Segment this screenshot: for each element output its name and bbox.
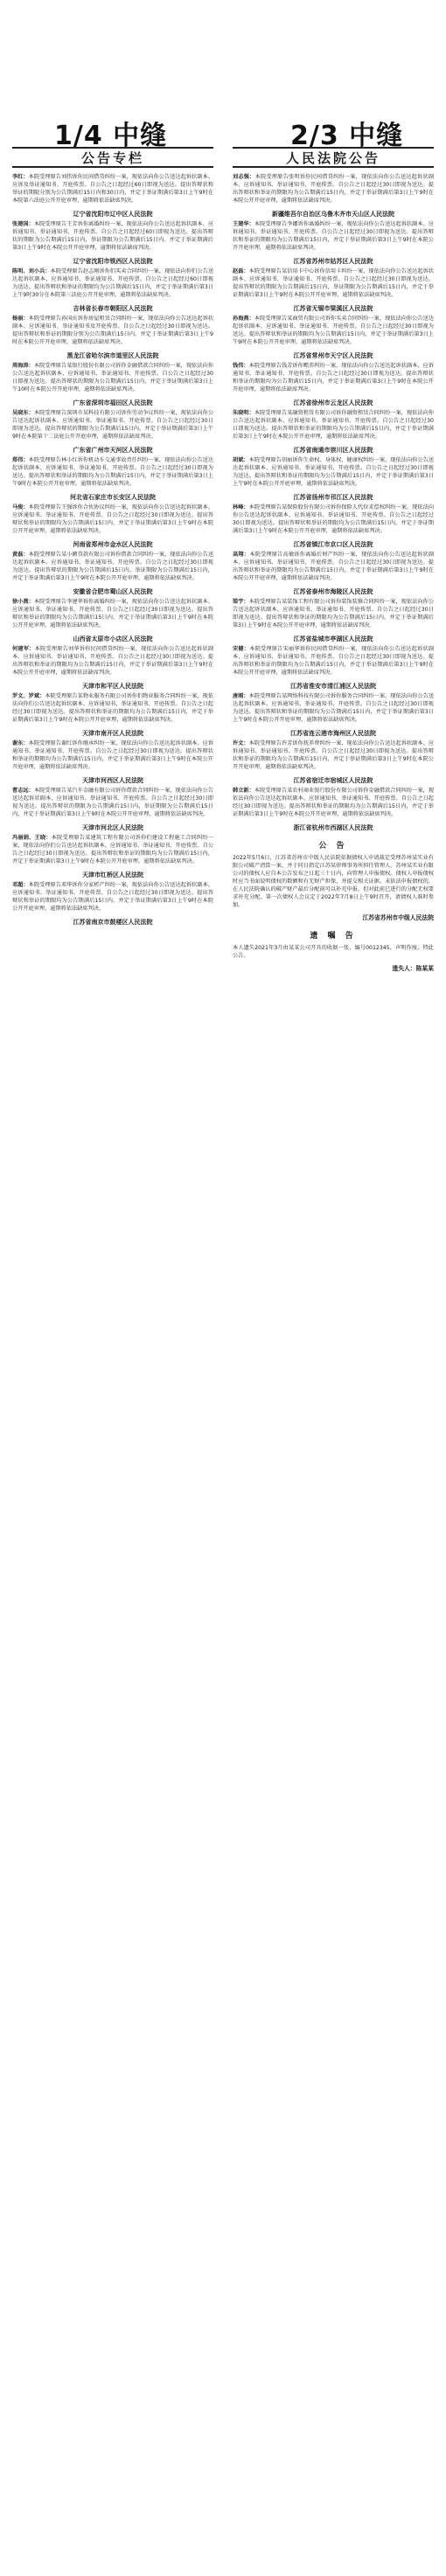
notice-party: 梁宇：: [233, 599, 249, 605]
notice-item: [12, 362, 213, 393]
notice-text: 本院受理原告某小额贷款有限公司诉你借款合同纠纷一案，现依法向你公告送达起诉状副本、应诉通知书、举证通知书、开庭传票。自公告之日起经过30日即视为送达。提出答辩状的期限为公告期满后15日内，举证期限为公告期满后15日内，并定于举证期满后第3日上午9时在本院公开开庭审理，逾期将依法缺席判决。: [12, 552, 213, 581]
notice-item: [233, 315, 434, 346]
issuing-court: 河北省石家庄市长安区人民法院: [70, 494, 156, 501]
issuing-court: 天津市红桥区人民法院: [82, 871, 143, 878]
issuing-court: 江苏省宿迁市宿城区人民法院: [293, 777, 373, 784]
right-notice-list: [233, 173, 434, 832]
announcement-court: 江苏省苏州市中级人民法院: [362, 914, 434, 921]
notice-party: 唐刚：: [233, 693, 249, 699]
notice-text: 本院受理原告某商贸有限公司诉你买卖合同纠纷一案，现依法向你公告送达起诉状副本、应诉通知书、举证通知书、开庭传票。自公告之日起经过30日即视为送达。提出答辩状和举证的期限均为公告期满后15日内，并定于举证期满后第3日上午9时在本院公开开庭审理，逾期将依法缺席判决。: [233, 316, 434, 345]
notice-item: [233, 362, 434, 393]
notice-text: 本院受理原告某装饰工程有限公司诉你装饰装修合同纠纷一案，现依法向你公告送达起诉状副本、应诉通知书、举证通知书、开庭传票。自公告之日起经过30日即视为送达。提出答辩状和举证的期限均为公告期满后15日内，并定于举证期满后第3日上午9时在本院公开开庭审理，逾期将依法缺席判决。: [233, 599, 434, 628]
notice-text: 本院受理原告许芳诉你抚养费纠纷一案，现依法向你公告送达起诉状副本、应诉通知书、举证通知书、开庭传票。自公告之日起经过30日即视为送达。提出答辩状和举证的期限均为公告期满后15日内，并定于举证期满后第3日上午9时在本院公开开庭审理，逾期将依法缺席判决。: [233, 740, 434, 770]
notice-party: 黄磊：: [12, 552, 29, 558]
notice-item: [233, 739, 434, 771]
right-column-title: 人民法院公告: [285, 149, 380, 166]
notice-text: 本院受理原告王芳诉你离婚纠纷一案，现依法向你公告送达起诉状副本、应诉通知书、举证通知书、开庭传票。自公告之日起经过60日即视为送达。提出答辩状的期限为公告期满后15日内，举证期限为公告期满后15日内。并定于举证期满后第3日上午9时在本院公开开庭审理，逾期将依法缺席判决。: [12, 221, 213, 251]
issuing-court: 天津市南开区人民法院: [82, 730, 143, 737]
notice-item: [12, 834, 213, 865]
notice-party: 高翔：: [233, 552, 250, 558]
notice-item: [233, 456, 434, 488]
notice-text: 本院受理原告赵志刚诉你们买卖合同纠纷一案，现依法向你们公告送达起诉状副本、应诉通知书、举证通知书、开庭传票。自公告之日起经过60日即视为送达。提出答辩状和举证的期限均为公告期满后15日内，并定于举证期满后第3日上午9时30分在本院第三法庭公开开庭审理，逾期将依法缺席判决。: [12, 268, 213, 298]
issuing-court: 安徽省合肥市蜀山区人民法院: [73, 588, 153, 595]
notice-party: 何建军：: [12, 646, 35, 652]
notice-text: 本院受理原告钱芳诉你赡养纠纷一案，现依法向你公告送达起诉状副本、应诉通知书、举证通知书、开庭传票。自公告之日起经过30日即视为送达。提出答辩状和举证的期限均为公告期满后15日内，并定于举证期满后第3日上午9时在本院公开开庭审理，逾期将依法缺席判决。: [233, 363, 434, 392]
left-column-title: 公告专栏: [80, 149, 144, 166]
issuing-court: 江苏省泰州市海陵区人民法院: [293, 588, 373, 595]
notice-item: [12, 456, 213, 488]
notice-text: 本院受理原告某保险股份有限公司诉你保险人代位求偿权纠纷一案，现依法向你公告送达起诉状副本、应诉通知书、举证通知书、开庭传票。自公告之日起经过30日即视为送达。提出答辩状和举证的期限均为公告期满后15日内，并定于举证期满后第3日上午9时在本院公开开庭审理，逾期将依法缺席判决。: [233, 504, 434, 534]
notice-item: [233, 645, 434, 677]
left-column: [12, 147, 213, 2559]
notice-text: 本院受理原告张明诉你民间借贷纠纷一案，现依法向你公告送达起诉状副本、应诉通知书、举证通知书、开庭传票。自公告之日起经过30日即视为送达。提出答辩状和举证的期限均为公告期满后15日内，并定于举证期满后第3日上午9时在本院公开开庭审理，逾期将依法缺席判决。: [233, 174, 434, 204]
notice-text: 本院受理原告王强诉你合伙协议纠纷一案，现依法向你公告送达起诉状副本、应诉通知书、举证通知书、开庭传票。自公告之日起经过30日即视为送达。提出答辩状和举证的期限均为公告期满后15日内，并定于举证期满后第3日上午9时在本院公开开庭审理，逾期将依法缺席判决。: [12, 504, 213, 534]
issuing-court: 辽宁省沈阳市铁西区人民法院: [73, 258, 153, 265]
top-blank-area: [0, 0, 446, 103]
notice-text: 本院受理原告某农村商业银行股份有限公司诉你金融借款合同纠纷一案，现依法向你公告送达起诉状副本、应诉通知书、举证通知书、开庭传票。自公告之日起经过30日即视为送达。提出答辩状和举证的期限均为公告期满后15日内，并定于举证期满后第3日上午9时在本院公开开庭审理，逾期将依法缺席判决。: [233, 788, 434, 817]
notice-text: 本院受理原告李娜诉你离婚纠纷一案，现依法向你公告送达起诉状副本、应诉通知书、举证通知书、开庭传票。自公告之日起经过30日即视为送达。提出答辩状和举证的期限均为公告期满后15日内，并定于举证期满后第3日上午9时在本院公开开庭审理，逾期将依法缺席判决。: [233, 221, 434, 251]
notice2-title: 遗 嘱 告: [310, 932, 357, 941]
right-column-header: [233, 147, 434, 168]
issuing-court: 广东省深圳市福田区人民法院: [73, 399, 153, 406]
notice-text: 本院受理原告谢红诉你继承纠纷一案，现依法向你公告送达起诉状副本、应诉通知书、举证通知书、开庭传票。自公告之日起经过30日即视为送达。提出答辩状和举证的期限均为公告期满后15日内，并定于举证期满后第3日上午9时在本院公开开庭审理，逾期将依法缺席判决。: [12, 740, 213, 770]
notice-text: 本院受理原告孙国庆诉你房屋租赁合同纠纷一案，现依法向你公告送达起诉状副本、应诉通知书、举证通知书及开庭传票。自公告之日起经过30日即视为送达。提出答辩状和举证的期限分别为公告期满后15日内，并定于举证期满后第3日上午9时在本院公开开庭审理，逾期将依法缺席判决。: [12, 316, 213, 345]
notice-item: [12, 551, 213, 582]
notice-party: 钱伟：: [233, 363, 249, 369]
notice-text: 本院受理原告宋丽华诉你民间借贷纠纷一案，现依法向你公告送达起诉状副本、应诉通知书、举证通知书、开庭传票。自公告之日起经过30日即视为送达。提出答辩状和举证的期限均为公告期满后15日内，并定于举证期满后第3日上午9时在本院公开开庭审理，逾期将依法缺席判决。: [233, 646, 434, 676]
issuing-court: 河南省郑州市金水区人民法院: [73, 541, 153, 548]
notice-item: [233, 598, 434, 629]
issuing-court: 江苏省徐州市云龙区人民法院: [293, 399, 373, 406]
notice-text: 本院受理原告某物业服务有限公司诉你们物业服务合同纠纷一案，现依法向你们公告送达起诉状副本、应诉通知书、举证通知书、开庭传票。自公告之日起经过30日即视为送达。提出答辩状和举证的期限均为公告期满后15日内，并定于举证期满后第3日上午9时在本院公开开庭审理，逾期将依法缺席判决。: [12, 693, 213, 723]
issuing-court: 广东省广州市天河区人民法院: [73, 447, 153, 454]
notice-party: 周海涛：: [12, 363, 34, 369]
notice-item: [233, 409, 434, 441]
issuing-court: 天津市河西区人民法院: [82, 777, 143, 784]
issuing-court: 黑龙江省哈尔滨市道里区人民法院: [66, 352, 159, 359]
notice-item: [12, 598, 213, 629]
left-column-header: [12, 147, 213, 168]
notice-party: 吴晓东：: [12, 410, 34, 416]
issuing-court: 江苏省扬州市邗江区人民法院: [293, 494, 373, 501]
notice-text: 本院受理原告深圳市某科技有限公司诉你劳动争议纠纷一案，现依法向你公告送达起诉状副本、应诉通知书、举证通知书、开庭传票。自公告之日起经过30日即视为送达。提出答辩状的期限为公告期满后15日内，并定于举证期满后第3日上午9时在本院第十二法庭公开开庭审理，逾期将依法缺席判决。: [12, 410, 213, 440]
notice-item: [233, 692, 434, 724]
notice-text: 本院受理原告某网络科技有限公司诉你服务合同纠纷一案，现依法向你公告送达起诉状副本、应诉通知书、举证通知书、开庭传票。自公告之日起经过30日即视为送达。提出答辩状和举证的期限均为公告期满后15日内，并定于举证期满后第3日上午9时在本院公开开庭审理，逾期将依法缺席判决。: [233, 693, 434, 723]
notice-party: 罗文、罗斌：: [12, 693, 45, 699]
notice-item: [12, 881, 213, 913]
issuing-court: 天津市和平区人民法院: [82, 683, 143, 690]
issuing-court: 江苏省镇江市京口区人民法院: [293, 541, 373, 548]
issuing-court: 江苏省苏州市姑苏区人民法院: [293, 258, 373, 265]
notice-item: [12, 267, 213, 299]
announcement-title: 公 告: [318, 842, 348, 851]
notice-party: 王建华：: [233, 221, 254, 227]
notice2-body: 本人遗失2021年3月由某某公司开具的收据一张，编号0012345，声明作废。特此公告。: [233, 945, 434, 959]
notice-item: [233, 220, 434, 252]
notice-party: 徐小燕：: [12, 599, 34, 605]
notice-item: [233, 787, 434, 818]
notice-item: [233, 267, 434, 299]
notice-party: 刘志强：: [233, 174, 255, 180]
notice-party: 张建国：: [12, 221, 34, 227]
issuing-court: 江苏省淮安市清江浦区人民法院: [290, 683, 376, 690]
notice-party: 马俊：: [12, 504, 29, 510]
notice-party: 韩立新：: [233, 788, 254, 794]
notice2-signer: 遗失人：陈某某: [392, 965, 434, 972]
notice-item: [12, 503, 213, 535]
notice-item: [12, 315, 213, 346]
issuing-court: 浙江省杭州市西湖区人民法院: [293, 824, 373, 831]
notice-text: 本院受理原告邓华诉你分家析产纠纷一案，现依法向你公告送达起诉状副本、应诉通知书、举证通知书、开庭传票。自公告之日起经过30日即视为送达。提出答辩状和举证的期限均为公告期满后15日内，并定于举证期满后第3日上午9时在本院公开开庭审理，逾期将依法缺席判决。: [12, 882, 213, 912]
notice-text: 本院受理原告某汽车金融有限公司诉你借款合同纠纷一案，现依法向你公告送达起诉状副本、应诉通知书、举证通知书、开庭传票。自公告之日起经过30日即视为送达。提出答辩状的期限为公告期满后15日内，举证期限为公告期满后15日内，并定于举证期满后第3日上午9时在本院公开开庭审理，逾期将依法缺席判决。: [12, 788, 213, 817]
notice-text: 本院受理原告林小红诉你机动车交通事故责任纠纷一案，现依法向你公告送达起诉状副本、应诉通知书、举证通知书、开庭传票。自公告之日起经过30日即视为送达。提出答辩状和举证的期限均为公告期满后15日内，并定于举证期满后第3日上午9时在本院公开开庭审理，逾期将依法缺席判决。: [12, 457, 213, 487]
fold-label-left: 1/4 中缝: [54, 121, 168, 151]
issuing-court: 新疆维吾尔自治区乌鲁木齐市天山区人民法院: [272, 211, 394, 218]
notice-party: 冯丽娟、王晓：: [12, 835, 52, 841]
notice-text: 本院受理原告某信用卡中心诉你信用卡纠纷一案，现依法向你公告送达起诉状副本、应诉通知书、举证通知书、开庭传票。自公告之日起经过30日即视为送达。提出答辩状的期限为公告期满后15日内，举证期限为公告期满后15日内，并定于举证期满后第3日上午9时在本院公开开庭审理，逾期将依法缺席判决。: [233, 268, 434, 298]
right-column: [233, 147, 434, 2559]
notice-party: 杨丽：: [12, 316, 29, 322]
notice-party: 赵磊：: [233, 268, 249, 274]
issuing-court: 吉林省长春市朝阳区人民法院: [73, 305, 153, 312]
issuing-court: 天津市河北区人民法院: [82, 824, 143, 831]
notice-item: [12, 787, 213, 818]
notice-party: 李红：: [12, 174, 29, 180]
issuing-court: 江苏省连云港市海州区人民法院: [290, 730, 376, 737]
notice-item: [12, 409, 213, 441]
notice-party: 曹志远：: [12, 788, 34, 794]
issuing-court: 江苏省南通市崇川区人民法院: [293, 447, 373, 454]
notice-text: 本院受理原告某银行股份有限公司诉你金融借款合同纠纷一案，现依法向你公告送达起诉状副本、应诉通知书、举证通知书、开庭传票。自公告之日起经过30日即视为送达。提出答辩状的期限为公告期满后15日内，并定于举证期满后第3日上午10时在本院公开开庭审理，逾期将依法缺席判决。: [12, 363, 213, 392]
notice-item: [12, 173, 213, 205]
notice-item: [12, 645, 213, 677]
notice-item: [12, 692, 213, 724]
notice-item: [233, 551, 434, 582]
issuing-court: 辽宁省沈阳市辽中区人民法院: [73, 211, 153, 218]
issuing-court: 江苏省常州市天宁区人民法院: [293, 352, 373, 359]
notice-party: 谢东：: [12, 740, 29, 746]
fold-label-right: 2/3 中缝: [290, 121, 404, 151]
notice-text: 本院受理原告李建华诉你离婚纠纷一案，现依法向你公告送达起诉状副本、应诉通知书、举证通知书、开庭传票。自公告之日起经过30日即视为送达。提出答辩状和举证的期限均为公告期满后15日内，并定于举证期满后第3日上午9时在本院公开开庭审理，逾期将依法缺席判决。: [12, 599, 213, 628]
notice-party: 宋健：: [233, 646, 250, 652]
left-notice-list: [12, 173, 213, 927]
notice-item: [233, 503, 434, 535]
notice-item: [12, 220, 213, 252]
notice-party: 朱晓明：: [233, 410, 254, 416]
issuing-court: 山西省太原市小店区人民法院: [73, 635, 153, 642]
notice-text: 本院受理原告刘伟诉你民间借贷纠纷一案，现依法向你公告送达起诉状副本、应诉及举证通知书、开庭传票。自公告之日起经过60日即视为送达。提出答辩状和举证的期限分别为公告期满后15日内和30日内，并定于举证期满后第3日上午9时在本院第六法庭公开开庭审理，逾期将依法缺席判决。: [12, 174, 213, 204]
notice-item: [12, 739, 213, 771]
notice-party: 陈明、刘小兵：: [12, 268, 51, 274]
notice-text: 本院受理原告胡丽诉你生命权、身体权、健康权纠纷一案，现依法向你公告送达起诉状副本、应诉通知书、举证通知书、开庭传票。自公告之日起经过30日即视为送达。提出答辩状和举证的期限均为公告期满后15日内，并定于举证期满后第3日上午9时在本院公开开庭审理，逾期将依法缺席判决。: [233, 457, 434, 487]
issuing-court: 江苏省南京市鼓楼区人民法院: [73, 919, 153, 926]
issuing-court: 江苏省无锡市梁溪区人民法院: [293, 305, 373, 312]
notice-party: 孙海燕：: [233, 316, 254, 322]
notice-party: 郑伟：: [12, 457, 29, 463]
notice-item: [233, 173, 434, 205]
notice-party: 胡斌：: [233, 457, 249, 463]
notice-text: 本院受理原告刘华诉你民间借贷纠纷一案，现依法向你公告送达起诉状副本、应诉通知书、举证通知书、开庭传票。自公告之日起经过30日即视为送达。提出答辩状和举证的期限均为公告期满后15日内，并定于举证期满后第3日上午9时在本院公开开庭审理，逾期将依法缺席判决。: [12, 646, 213, 676]
notice-text: 本院受理原告某建筑工程有限公司诉你们建设工程施工合同纠纷一案，现依法向你们公告送达起诉状副本、应诉通知书、举证通知书、开庭传票。自公告之日起经过30日即视为送达。提出答辩状和举证的期限均为公告期满后15日内，并定于举证期满后第3日上午9时在本院公开开庭审理，逾期将依法缺席判决。: [12, 835, 213, 864]
notice-party: 林峰：: [233, 504, 249, 510]
notice-party: 许文：: [233, 740, 249, 746]
issuing-court: 江苏省盐城市亭湖区人民法院: [293, 635, 373, 642]
notice-party: 邓超：: [12, 882, 29, 888]
announcement-body: 2022年5月6日，江苏省苏州市中级人民法院依据债权人申请裁定受理苏州某实业有限公司破产清算一案，并于同日指定江苏某律师事务所担任管理人。苏州某实业有限公司的债权人应自本公告发布之日起三十日内，向管理人申报债权。债权人申报债权时应当书面说明债权的数额和有无财产担保，并提交相关证据。未依法申报债权的，在人民法院确认的破产财产最后分配前可以补充申报，但对此前已进行的分配无权要求补充分配。第一次债权人会议定于2022年7月8日上午9时召开，请债权人准时参加。: [233, 855, 434, 908]
notice-text: 本院受理原告高敏诉你离婚后财产纠纷一案，现依法向你公告送达起诉状副本、应诉通知书、举证通知书、开庭传票。自公告之日起经过30日即视为送达。提出答辩状和举证的期限均为公告期满后15日内，并定于举证期满后第3日上午9时在本院公开开庭审理，逾期将依法缺席判决。: [233, 552, 434, 581]
notice-text: 本院受理原告某融资租赁有限公司诉你融资租赁合同纠纷一案，现依法向你公告送达起诉状副本、应诉通知书、举证通知书、开庭传票。自公告之日起经过30日即视为送达。提出答辩状和举证的期限均为公告期满后15日内，并定于举证期满后第3日上午9时在本院公开开庭审理，逾期将依法缺席判决。: [233, 410, 434, 440]
